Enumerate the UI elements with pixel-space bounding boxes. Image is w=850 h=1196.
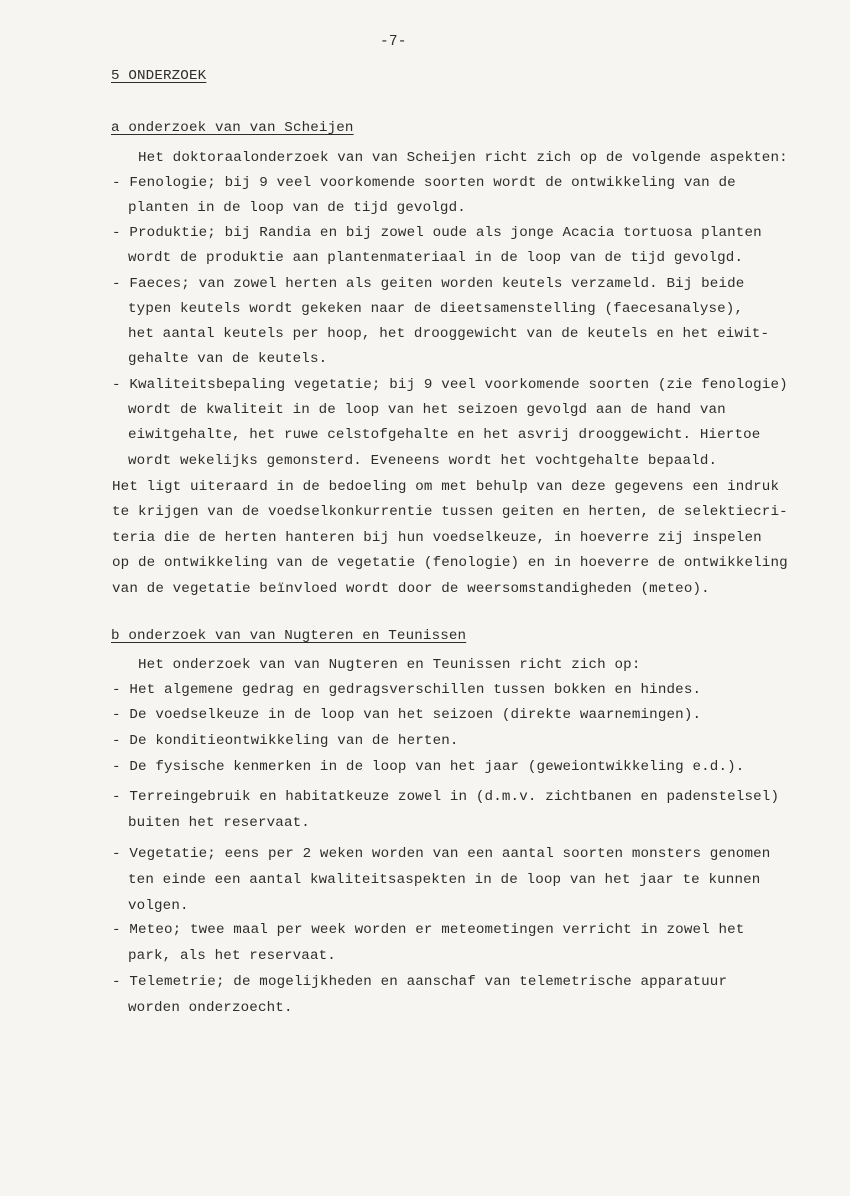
section-heading: 5 ONDERZOEK (111, 68, 207, 84)
paragraph-line: teria die de herten hanteren bij hun voedselkeuze, in hoeverre zij inspelen (112, 530, 762, 546)
list-item-continuation: wordt de produktie aan plantenmateriaal in de loop van de tijd gevolgd. (128, 250, 744, 266)
list-item-continuation: park, als het reservaat. (128, 948, 336, 964)
list-item-continuation: planten in de loop van de tijd gevolgd. (128, 200, 466, 216)
list-item: - Terreingebruik en habitatkeuze zowel in (d.m.v. zichtbanen en padenstelsel) (112, 789, 780, 805)
list-item-continuation: wordt wekelijks gemonsterd. Eveneens wordt het vochtgehalte bepaald. (128, 453, 718, 469)
list-item-continuation: ten einde een aantal kwaliteitsaspekten in de loop van het jaar te kunnen (128, 872, 761, 888)
list-item: - Faeces; van zowel herten als geiten worden keutels verzameld. Bij beide (112, 276, 745, 292)
list-item-continuation: gehalte van de keutels. (128, 351, 328, 367)
list-item: - Produktie; bij Randia en bij zowel oude als jonge Acacia tortuosa planten (112, 225, 762, 241)
subsection-b-heading: b onderzoek van van Nugteren en Teunissen (111, 628, 467, 644)
list-item: - Meteo; twee maal per week worden er meteometingen verricht in zowel het (112, 922, 745, 938)
list-item-continuation: buiten het reservaat. (128, 815, 310, 831)
list-item: - Vegetatie; eens per 2 weken worden van een aantal soorten monsters genomen (112, 846, 771, 862)
paragraph-line: te krijgen van de voedselkonkurrentie tussen geiten en herten, de selektiecri- (112, 504, 788, 520)
paragraph-line: Het ligt uiteraard in de bedoeling om met behulp van deze gegevens een indruk (112, 479, 780, 495)
list-item: - Het algemene gedrag en gedragsverschillen tussen bokken en hindes. (112, 682, 702, 698)
list-item-continuation: worden onderzoecht. (128, 1000, 293, 1016)
list-item: - Telemetrie; de mogelijkheden en aanschaf van telemetrische apparatuur (112, 974, 728, 990)
page-number: -7- (380, 34, 407, 50)
list-item-continuation: volgen. (128, 898, 189, 914)
subsection-b-intro: Het onderzoek van van Nugteren en Teunissen richt zich op: (138, 657, 641, 673)
paragraph-line: van de vegetatie beïnvloed wordt door de weersomstandigheden (meteo). (112, 581, 710, 597)
list-item: - De konditieontwikkeling van de herten. (112, 733, 459, 749)
list-item: - De voedselkeuze in de loop van het seizoen (direkte waarnemingen). (112, 707, 702, 723)
subsection-a-heading: a onderzoek van van Scheijen (111, 120, 354, 136)
subsection-a-intro: Het doktoraalonderzoek van van Scheijen richt zich op de volgende aspekten: (138, 150, 788, 166)
list-item-continuation: typen keutels wordt gekeken naar de dieetsamenstelling (faecesanalyse), (128, 301, 744, 317)
list-item: - Fenologie; bij 9 veel voorkomende soorten wordt de ontwikkeling van de (112, 175, 736, 191)
list-item-continuation: eiwitgehalte, het ruwe celstofgehalte en het asvrij drooggewicht. Hiertoe (128, 427, 761, 443)
list-item-continuation: wordt de kwaliteit in de loop van het seizoen gevolgd aan de hand van (128, 402, 726, 418)
paragraph-line: op de ontwikkeling van de vegetatie (fenologie) en in hoeverre de ontwikkeling (112, 555, 788, 571)
list-item-continuation: het aantal keutels per hoop, het drooggewicht van de keutels en het eiwit- (128, 326, 770, 342)
list-item: - Kwaliteitsbepaling vegetatie; bij 9 veel voorkomende soorten (zie fenologie) (112, 377, 788, 393)
list-item: - De fysische kenmerken in de loop van het jaar (geweiontwikkeling e.d.). (112, 759, 745, 775)
